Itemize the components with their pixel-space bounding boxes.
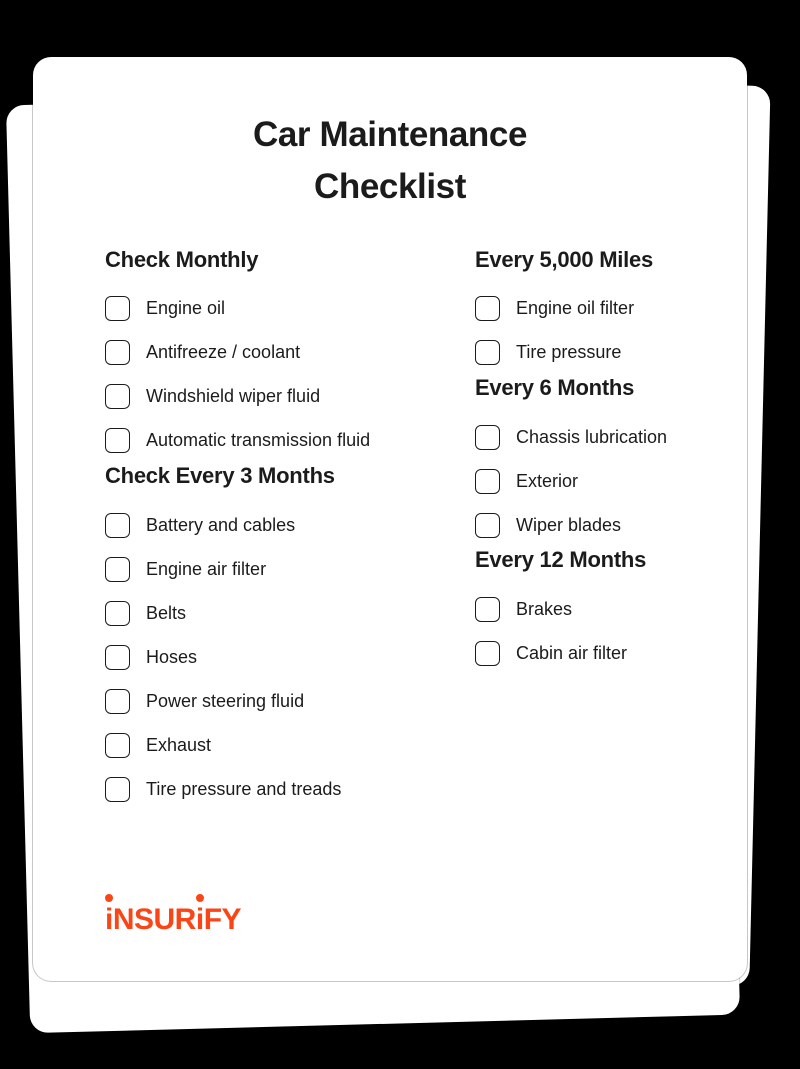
- checklist-column-right: [385, 247, 747, 812]
- checklist-item-label: Automatic transmission fluid: [146, 430, 371, 451]
- checklist-item-label: Wiper blades: [516, 514, 622, 535]
- checklist-item[interactable]: [105, 591, 385, 635]
- checklist-item-label: Tire pressure and treads: [146, 778, 342, 799]
- checklist-item-label: Exterior: [516, 470, 579, 491]
- logo-letters-fy: FY: [203, 903, 242, 936]
- checklist-item[interactable]: [105, 419, 385, 463]
- checkbox-icon[interactable]: [105, 601, 130, 626]
- checklist-item-label: Engine oil filter: [516, 298, 635, 319]
- section-heading: Check Every 3 Months: [105, 462, 335, 488]
- section-every-12-months: [475, 547, 747, 675]
- section-heading: Every 5,000 Miles: [475, 246, 653, 272]
- checklist-item[interactable]: [105, 635, 385, 679]
- logo-letters-nsur: NSUR: [112, 903, 196, 936]
- checklist-item[interactable]: [475, 459, 747, 503]
- checklist-item[interactable]: [475, 503, 747, 547]
- checklist-item[interactable]: [105, 723, 385, 767]
- section-items: [475, 415, 747, 547]
- checkbox-icon[interactable]: [475, 340, 500, 365]
- checkbox-icon[interactable]: [475, 513, 500, 538]
- page-title: [33, 109, 747, 213]
- brand-logo[interactable]: [105, 905, 241, 935]
- section-heading: Check Monthly: [105, 246, 259, 272]
- checkbox-icon[interactable]: [475, 296, 500, 321]
- checkbox-icon[interactable]: [475, 425, 500, 450]
- checklist-item[interactable]: [105, 679, 385, 723]
- checklist-item[interactable]: [105, 375, 385, 419]
- checklist-item-label: Belts: [146, 602, 187, 623]
- checkbox-icon[interactable]: [105, 777, 130, 802]
- section-check-every-3-months: [105, 463, 385, 811]
- checkbox-icon[interactable]: [475, 641, 500, 666]
- checkbox-icon[interactable]: [105, 733, 130, 758]
- checklist-item-label: Power steering fluid: [146, 690, 305, 711]
- checklist-item-label: Antifreeze / coolant: [146, 342, 301, 363]
- checklist-item-label: Windshield wiper fluid: [146, 386, 321, 407]
- checklist-item[interactable]: [475, 287, 747, 331]
- checklist-item[interactable]: [475, 632, 747, 676]
- section-check-monthly: [105, 247, 385, 463]
- section-items: [105, 287, 385, 463]
- section-heading: Every 6 Months: [475, 374, 635, 400]
- checklist-item[interactable]: [105, 331, 385, 375]
- checklist-item-label: Hoses: [146, 646, 198, 667]
- section-every-5000-miles: [475, 247, 747, 375]
- checklist-item[interactable]: [475, 415, 747, 459]
- checklist-item-label: Battery and cables: [146, 514, 296, 535]
- checkbox-icon[interactable]: [105, 384, 130, 409]
- page-title-line-1: Car Maintenance: [252, 115, 528, 154]
- checklist-item[interactable]: [105, 287, 385, 331]
- checkbox-icon[interactable]: [475, 597, 500, 622]
- checklist-columns: [33, 247, 747, 812]
- checkbox-icon[interactable]: [105, 645, 130, 670]
- checkbox-icon[interactable]: [475, 469, 500, 494]
- section-items: [475, 287, 747, 375]
- checkbox-icon[interactable]: [105, 689, 130, 714]
- checklist-item[interactable]: [105, 547, 385, 591]
- checklist-item[interactable]: [105, 503, 385, 547]
- checkbox-icon[interactable]: [105, 513, 130, 538]
- checklist-item-label: Chassis lubrication: [516, 426, 668, 447]
- page-title-line-2: Checklist: [313, 166, 467, 206]
- checkbox-icon[interactable]: [105, 557, 130, 582]
- checklist-item-label: Engine air filter: [146, 558, 267, 579]
- checklist-item-label: Tire pressure: [516, 342, 622, 363]
- checklist-item-label: Cabin air filter: [516, 642, 628, 663]
- checkbox-icon[interactable]: [105, 428, 130, 453]
- checklist-item-label: Exhaust: [146, 734, 212, 755]
- checklist-item[interactable]: [105, 767, 385, 811]
- checklist-item[interactable]: [475, 588, 747, 632]
- checkbox-icon[interactable]: [105, 296, 130, 321]
- checkbox-icon[interactable]: [105, 340, 130, 365]
- checklist-column-left: [33, 247, 385, 812]
- checklist-item-label: Engine oil: [146, 298, 226, 319]
- checklist-card: [33, 57, 747, 981]
- checklist-item-label: Brakes: [516, 598, 573, 619]
- section-items: [105, 503, 385, 811]
- checklist-item[interactable]: [475, 331, 747, 375]
- section-items: [475, 588, 747, 676]
- section-every-6-months: [475, 375, 747, 547]
- logo-letter-i-dotted: i: [105, 903, 113, 936]
- logo-letter-i-dotted-2: i: [195, 903, 204, 936]
- insurify-wordmark: [105, 905, 241, 935]
- section-heading: Every 12 Months: [475, 547, 647, 573]
